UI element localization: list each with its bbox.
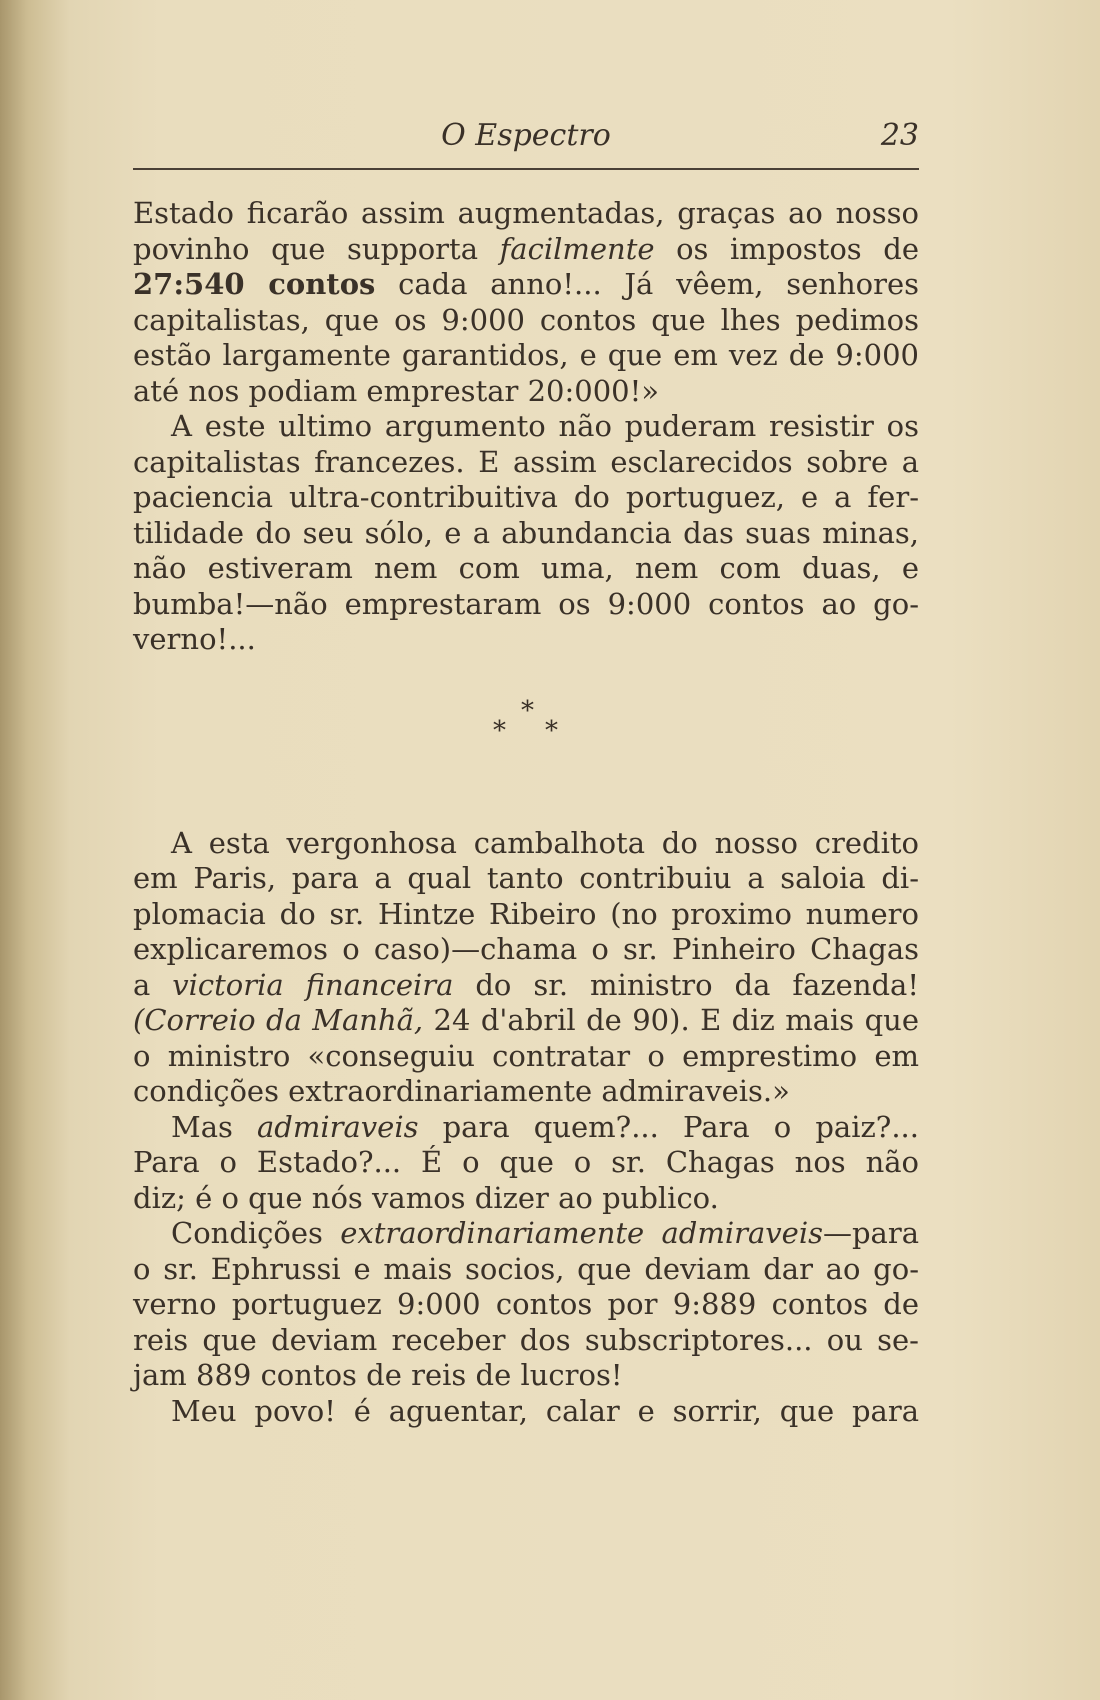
text-line: A este ultimo argumento não puderam resistir os <box>171 409 919 443</box>
text-line: condições extraordinariamente admiraveis.» <box>133 1074 790 1108</box>
paragraph-2 <box>133 409 919 658</box>
text-line: Estado ficarão assim augmentadas, graças ao nosso <box>133 196 919 230</box>
paragraph-3 <box>133 826 919 1110</box>
text-line: reis que deviam receber dos subscriptores... ou se- <box>133 1322 919 1357</box>
text-line: (Correio da Manhã, 24 d'abril de 90). E diz mais que <box>133 1003 919 1037</box>
text-line: plomacia do sr. Hintze Ribeiro (no proximo numero <box>133 896 919 931</box>
text-line: não estiveram nem com uma, nem com duas, e <box>133 551 919 585</box>
text-line: capitalistas, que os 9:000 contos que lhes pedimos <box>133 302 919 337</box>
text-line: verno portuguez 9:000 contos por 9:889 contos de <box>133 1287 919 1321</box>
paragraph-4 <box>133 1110 919 1217</box>
text-line: 27:540 contos cada anno!... Já vêem, senhores <box>133 267 919 301</box>
asterisk: * <box>493 715 506 746</box>
text-line: estão largamente garantidos, e que em vez de 9:000 <box>133 338 919 372</box>
page <box>133 118 919 1429</box>
page-number: 23 <box>880 118 919 153</box>
text-line: em Paris, para a qual tanto contribuiu a saloia di- <box>133 861 919 895</box>
asterisk: * <box>545 715 558 746</box>
running-title: O Espectro <box>441 118 611 153</box>
text-line: A esta vergonhosa cambalhota do nosso credito <box>171 825 919 860</box>
text-line: Para o Estado?... É o que o sr. Chagas nos não <box>133 1145 919 1179</box>
text-line: Condições extraordinariamente admiraveis—para <box>171 1216 919 1250</box>
running-header <box>133 118 919 160</box>
text-line: paciencia ultra-contribuitiva do portuguez, e a fer- <box>133 480 919 514</box>
text-line: bumba!—não emprestaram os 9:000 contos ao go- <box>133 586 919 621</box>
header-rule <box>133 168 919 170</box>
text-line: Meu povo! é aguentar, calar e sorrir, que para <box>171 1393 919 1428</box>
text-line: povinho que supporta facilmente os impostos de <box>133 231 919 266</box>
text-line: Mas admiraveis para quem?... Para o paiz?... <box>171 1109 919 1144</box>
asterisk: * <box>521 695 534 726</box>
text-line: tilidade do seu sólo, e a abundancia das suas minas, <box>133 515 919 550</box>
text-line: capitalistas francezes. E assim esclarecidos sobre a <box>133 444 919 479</box>
paragraph-6 <box>133 1394 919 1430</box>
text-line: o ministro «conseguiu contratar o emprestimo em <box>133 1038 919 1073</box>
text-line: explicaremos o caso)—chama o sr. Pinheiro Chagas <box>133 932 919 966</box>
text-line: até nos podiam emprestar 20:000!» <box>133 373 660 408</box>
paragraph-1 <box>133 196 919 409</box>
text-line: diz; é o que nós vamos dizer ao publico. <box>133 1180 719 1215</box>
text-line: o sr. Ephrussi e mais socios, que deviam dar ao go- <box>133 1251 919 1286</box>
text-line: jam 889 contos de reis de lucros! <box>133 1358 623 1392</box>
text-line: verno!... <box>133 622 256 656</box>
paragraph-5 <box>133 1216 919 1394</box>
section-separator <box>133 696 919 766</box>
text-line: a victoria financeira do sr. ministro da fazenda! <box>133 967 919 1002</box>
